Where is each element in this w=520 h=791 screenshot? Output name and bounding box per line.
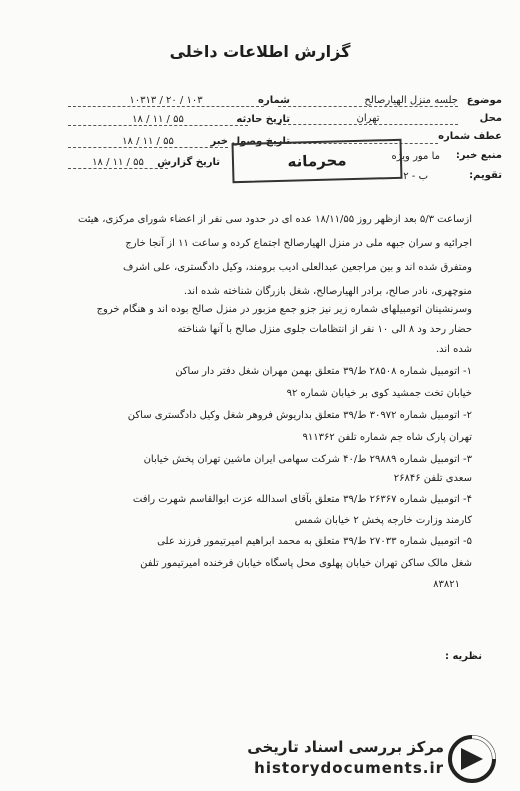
list-item-4-cont: کارمند وزارت خارجه پخش ۲ خیابان شمس xyxy=(294,515,472,526)
list-item-3-cont: سعدی تلفن ۲۶۸۴۶ xyxy=(393,473,472,484)
rating-value: ب - ۲ xyxy=(403,171,428,182)
archive-logo-icon xyxy=(447,734,497,784)
body-line: منوچهری، نادر صالح، برادر الهیارصالح، شغل بازرگان شناخته شده اند. xyxy=(183,286,472,297)
report-date-label: تاریخ گزارش xyxy=(157,157,220,168)
list-item-5-phone: ۸۳۸۲۱ xyxy=(433,579,460,590)
subject-value: جلسه منزل الهیارصالح xyxy=(278,95,458,107)
list-item-2-cont: تهران پارک شاه جم شماره تلفن ۹۱۱۳۶۲ xyxy=(302,432,472,443)
body-line: شده اند. xyxy=(435,344,472,355)
comment-label: نظریه : xyxy=(444,651,482,662)
number-label: شماره xyxy=(258,95,290,106)
list-item-1-cont: خیابان تخت جمشید کوی بر خیابان شماره ۹۲ xyxy=(286,388,472,399)
rating-label: تقویم: xyxy=(469,170,502,181)
body-line: ازساعت ۵/۳ بعد ازظهر روز ۱۸/۱۱/۵۵ عده ای در حدود سی نفر از اعضاء شورای مرکزی، هیئت xyxy=(77,214,472,225)
attach-label: عطف شماره xyxy=(438,131,502,142)
receive-date-value: ۱۸ / ۱۱ / ۵۵ xyxy=(68,136,228,148)
list-item-5-cont: شغل مالک ساکن تهران خیابان پهلوی محل پاسگاه خیابان فرخنده امیرتیمور تلفن xyxy=(140,558,472,569)
source-label: منبع خبر: xyxy=(455,150,502,161)
list-item-1: ۱- اتومبیل شماره ۲۸۵۰۸ ط/۳۹ متعلق بهمن مهران شغل دفتر دار ساکن xyxy=(175,366,472,377)
place-value: تهران xyxy=(278,113,458,125)
report-date-value: ۱۸ / ۱۱ / ۵۵ xyxy=(68,157,168,169)
event-date-label: تاریخ حادثه xyxy=(236,114,290,125)
confidential-stamp: محرمانه xyxy=(232,139,403,183)
body-line: اجرائیه و سران جبهه ملی در منزل الهیارصالح اجتماع کرده و ساعت ۱۱ از آنجا خارج xyxy=(125,238,472,249)
list-item-2: ۲- اتومبیل شماره ۳۰۹۷۲ ط/۳۹ متعلق بداریوش فروهر شغل وکیل دادگستری ساکن xyxy=(127,410,472,421)
document-title: گزارش اطلاعات داخلی xyxy=(169,42,351,61)
list-item-4: ۴- اتومبیل شماره ۲۶۳۶۷ ط/۳۹ متعلق بآقای اسدالله عزت ابوالقاسم شهرت رافت xyxy=(132,494,472,505)
number-value: ۱۰۳۱۳ / ۲۰ / ۱۰۳ xyxy=(68,95,264,107)
receive-date-label: تاریخ وصول خبر xyxy=(210,136,290,147)
source-value: ما مور ویژه xyxy=(391,151,440,162)
body-line: حضار رحد ود ۸ الی ۱۰ نفر از انتظامات جلوی منزل صالح با آنها شناخته xyxy=(177,324,472,335)
watermark-url: historydocuments.ir xyxy=(254,759,444,777)
event-date-value: ۱۸ / ۱۱ / ۵۵ xyxy=(68,114,248,126)
list-item-5: ۵- اتومبیل شماره ۲۷۰۳۳ ط/۳۹ متعلق به محمد ابراهیم امیرتیمور فرزند علی xyxy=(157,536,472,547)
watermark-name: مرکز بررسی اسناد تاریخی xyxy=(247,738,444,756)
place-label: محل xyxy=(479,113,502,124)
body-line: وسرنشینان اتومبیلهای شماره زیر نیز جزو جمع مزبور در منزل صالح بوده اند و هنگام خروج xyxy=(96,304,472,315)
list-item-3: ۳- اتومبیل شماره ۲۹۸۸۹ ط/۴۰ شرکت سهامی ایران ماشین تهران پخش خیابان xyxy=(143,454,472,465)
body-line: ومتفرق شده اند و بین مراجعین عبدالعلی ادیب برومند، وکیل دادگستری، علی اشرف xyxy=(122,262,472,273)
subject-label: موضوع xyxy=(466,95,502,106)
